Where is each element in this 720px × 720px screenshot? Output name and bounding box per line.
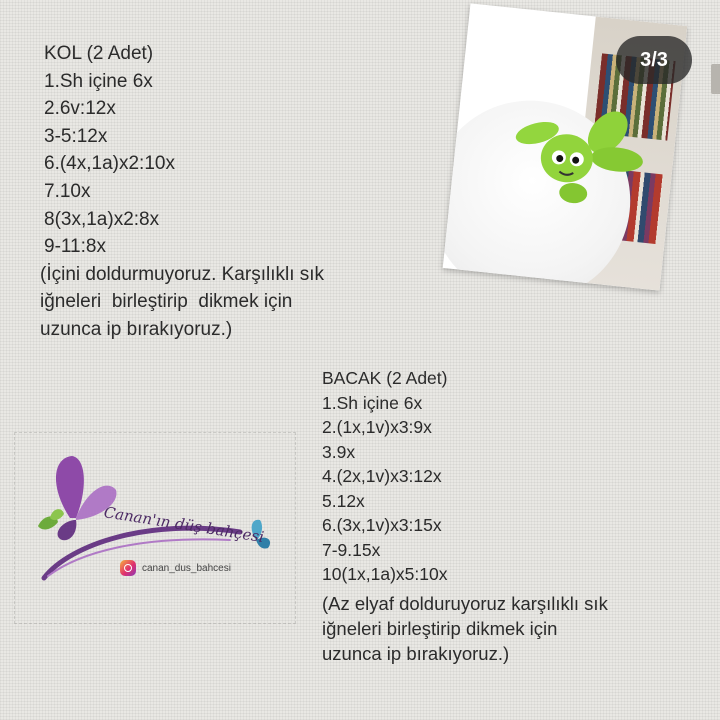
- bacak-row: 4.(2x,1v)x3:12x: [322, 466, 442, 486]
- bacak-title: BACAK (2 Adet): [322, 368, 448, 388]
- instagram-handle: canan_dus_bahcesi: [142, 562, 231, 574]
- kol-section: [40, 40, 325, 344]
- kol-note-line: iğneleri birleştirip dikmek için: [40, 291, 293, 313]
- kol-note-line: (İçini doldurmuyoruz. Karşılıklı sık: [40, 263, 325, 285]
- edge-tab: [711, 64, 720, 94]
- kol-row: 9-11:8x: [44, 236, 106, 258]
- kol-note: [40, 261, 324, 344]
- bacak-note-line: uzunca ip bırakıyoruz.): [322, 642, 510, 664]
- bacak-row: 5.12x: [322, 490, 365, 511]
- bacak-note-line: iğneleri birleştirip dikmek için: [322, 617, 558, 639]
- kol-row: 3-5:12x: [44, 125, 108, 147]
- bacak-note: [322, 591, 608, 666]
- bunny-toy-icon: [500, 100, 650, 214]
- bacak-row: 10(1x,1a)x5:10x: [322, 564, 448, 584]
- bacak-row: 1.Sh içine 6x: [322, 392, 423, 413]
- kol-row: 8(3x,1a)x2:8x: [44, 208, 160, 230]
- bacak-row: 2.(1x,1v)x3:9x: [322, 417, 432, 437]
- page-indicator-badge[interactable]: 3/3: [616, 36, 692, 84]
- bacak-section: [322, 366, 608, 666]
- butterfly-icon: [56, 456, 117, 540]
- bacak-row: 3.9x: [322, 441, 356, 462]
- kol-row: 2.6v:12x: [44, 98, 116, 120]
- bacak-row: 6.(3x,1v)x3:15x: [322, 515, 442, 535]
- kol-note-line: uzunca ip bırakıyoruz.): [40, 318, 233, 340]
- instagram-row[interactable]: [120, 560, 231, 576]
- leaf-icon: [38, 509, 64, 529]
- instagram-icon: [120, 560, 136, 576]
- kol-row: 7.10x: [44, 180, 91, 202]
- kol-row: 1.Sh içine 6x: [44, 70, 153, 92]
- bacak-note-line: (Az elyaf dolduruyoruz karşılıklı sık: [322, 592, 608, 614]
- logo-text: Canan'ın düş bahçesi: [102, 503, 266, 547]
- kol-row: 6.(4x,1a)x2:10x: [44, 153, 175, 175]
- kol-title: KOL (2 Adet): [44, 43, 154, 64]
- bacak-row: 7-9.15x: [322, 539, 381, 560]
